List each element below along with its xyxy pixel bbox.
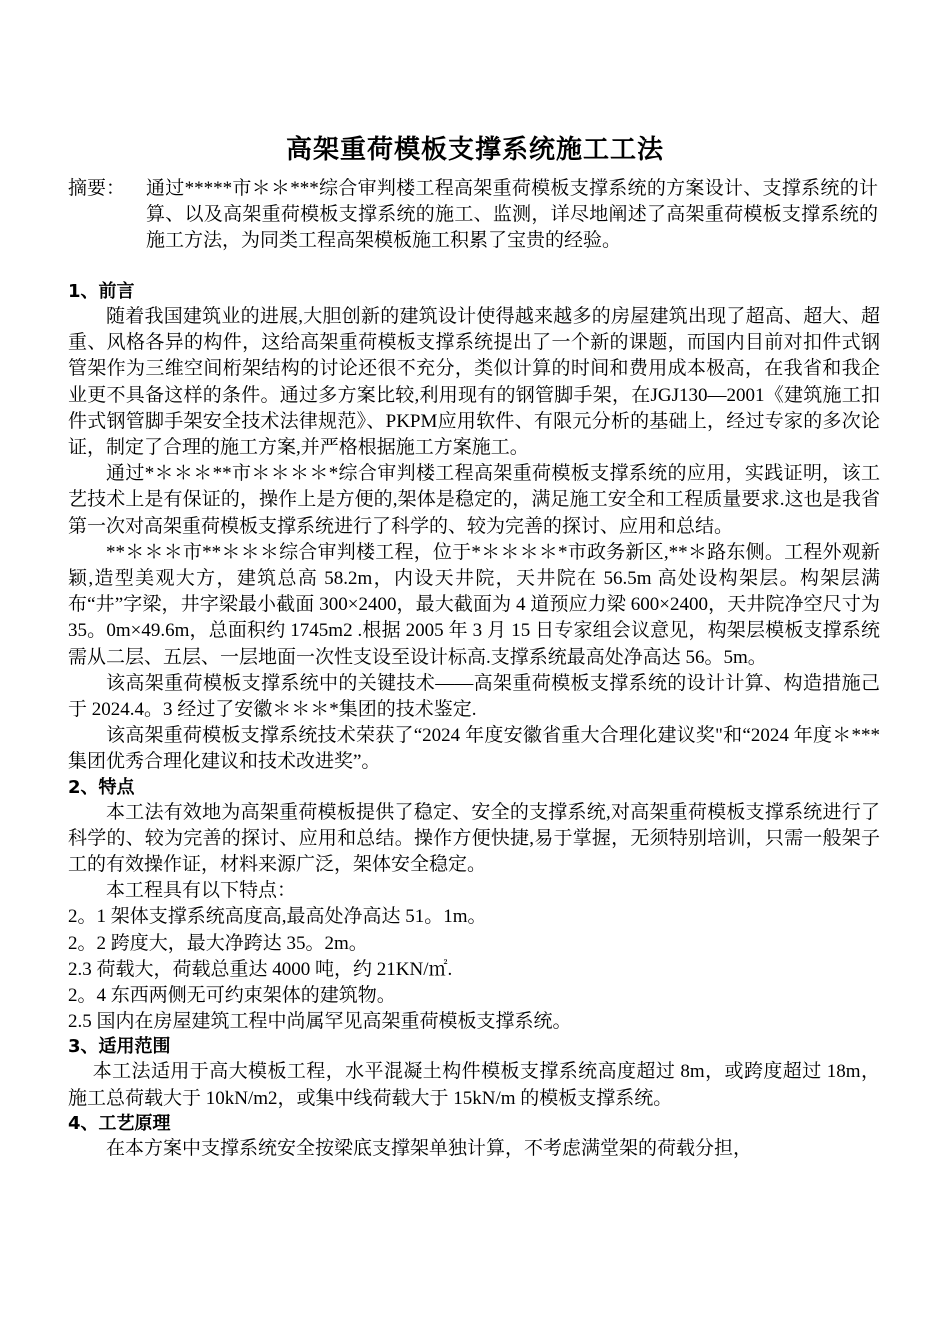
paragraph: 随着我国建筑业的进展,大胆创新的建筑设计使得越来越多的房屋建筑出现了超高、超大、超重、风格各异的构件，这给高架重荷模板支撑系统提出了一个新的课题，而国内目前对扣件式钢管架作为三维空间桁架结构的讨论还很不充分，类似计算的时间和费用成本极高，在我省和我企业更不具备这样的条件。通过多方案比较,利用现有的钢管脚手架，在JGJ130—2001《建筑施工扣件式钢管脚手架安全技术法律规范》、PKPM应用软件、有限元分析的基础上，经过专家的多次论证，制定了合理的施工方案,并严格根据施工方案施工。 xyxy=(68,306,880,459)
document-body xyxy=(68,280,880,1162)
list-item: 2。1 架体支撑系统高度高,最高处净高达 51。1m。 xyxy=(68,906,487,928)
paragraph: 该高架重荷模板支撑系统技术荣获了“2024 年度安徽省重大合理化建议奖"和“2024 年度＊***集团优秀合理化建议和技术改进奖”。 xyxy=(68,725,880,773)
paragraph: 本工法适用于高大模板工程，水平混凝土构件模板支撑系统高度超过 8m，或跨度超过 18m，施工总荷载大于 10kN/m2，或集中线荷载大于 15kN/m 的模板支撑系统。 xyxy=(68,1061,880,1109)
section-heading: 1、前言 xyxy=(68,281,135,302)
list-item: 2.5 国内在房屋建筑工程中尚属罕见高架重荷模板支撑系统。 xyxy=(68,1011,572,1033)
section-heading: 4、工艺原理 xyxy=(68,1112,171,1134)
paragraph: 在本方案中支撑系统安全按梁底支撑架单独计算，不考虑满堂架的荷载分担， xyxy=(106,1137,753,1159)
document-title: 高架重荷模板支撑系统施工工法 xyxy=(285,135,664,165)
list-item: 2。4 东西两侧无可约束架体的建筑物。 xyxy=(68,985,396,1007)
paragraph: 本工法有效地为高架重荷模板提供了稳定、安全的支撑系统,对高架重荷模板支撑系统进行了科学的、较为完善的探讨、应用和总结。操作方便快捷,易于掌握，无须特别培训，只需一般架子工的有效操作证，材料来源广泛，架体安全稳定。 xyxy=(68,801,880,876)
paragraph: **＊＊＊市**＊＊＊综合审判楼工程，位于*＊＊＊＊*市政务新区,**＊路东侧。工程外观新颖,造型美观大方，建筑总高 58.2m，内设天井院，天井院在 56.5m 高处设构架层。构架层满布“井”字梁，井字梁最小截面 300×2400，最大截面为 4 道预应力梁 600×2400，天井院净空尺寸为 35。0m×49.6m，总面积约 1745m2 .根据 2005 年 3 月 15 日专家组会议意见，构架层模板支撑系统需从二层、五层、一层地面一次性支设至设计标高.支撑系统最高处净高达 56。5m。 xyxy=(68,541,880,668)
paragraph: 本工程具有以下特点： xyxy=(106,880,297,902)
list-item: 2。2 跨度大，最大净跨达 35。2m。 xyxy=(68,932,368,954)
list-item: 2.3 荷载大，荷载总重达 4000 吨，约 21KN/㎡. xyxy=(68,958,453,980)
section-heading: 2、特点 xyxy=(68,776,135,798)
section-heading: 3、适用范围 xyxy=(68,1036,171,1058)
abstract-text: 通过*****市＊＊***综合审判楼工程高架重荷模板支撑系统的方案设计、支撑系统的计算、以及高架重荷模板支撑系统的施工、监测，详尽地阐述了高架重荷模板支撑系统的施工方法，为同类工程高架模板施工积累了宝贵的经验。 xyxy=(146,178,878,251)
abstract-label: 摘要： xyxy=(68,178,126,199)
paragraph: 该高架重荷模板支撑系统中的关键技术——高架重荷模板支撑系统的设计计算、构造措施己于 2024.4。3 经过了安徽＊＊＊*集团的技术鉴定. xyxy=(68,672,880,721)
paragraph: 通过*＊＊＊**市＊＊＊＊*综合审判楼工程高架重荷模板支撑系统的应用，实践证明，该工艺技术上是有保证的，操作上是方便的,架体是稳定的，满足施工安全和工程质量要求.这也是我省第一次对高架重荷模板支撑系统进行了科学的、较为完善的探讨、应用和总结。 xyxy=(68,463,880,537)
